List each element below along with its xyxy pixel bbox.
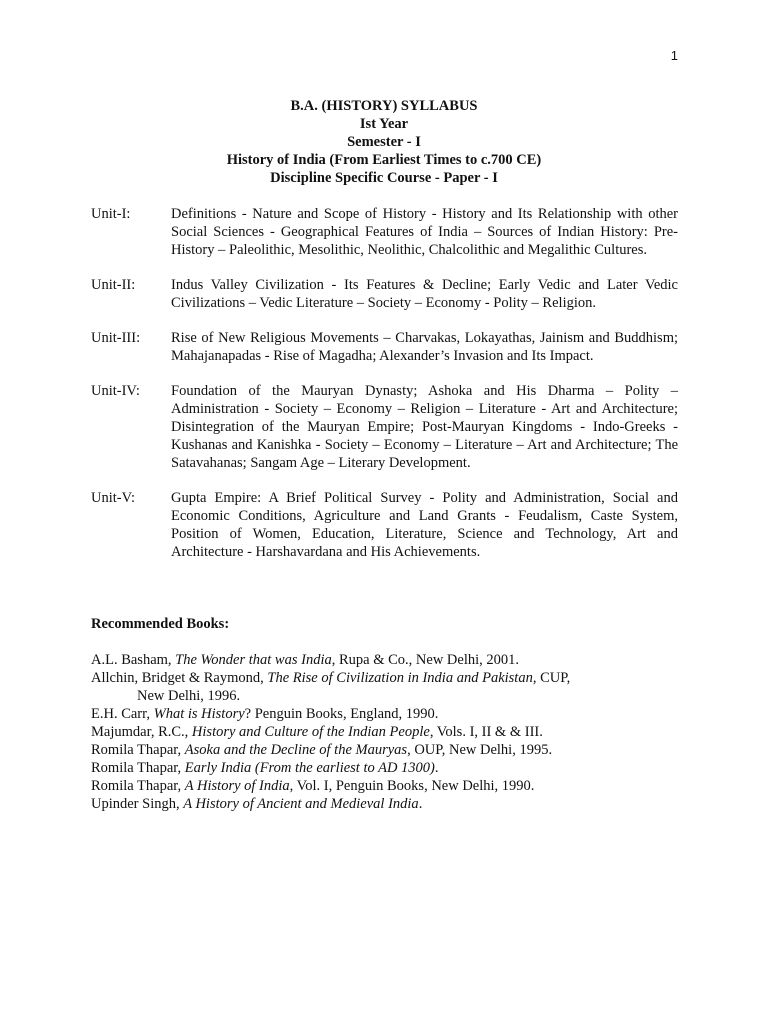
unit-description: Foundation of the Mauryan Dynasty; Ashoka and His Dharma – Polity – Administration - Society – Economy – Religion – Literature - Art and Architecture; Disintegration of the Mauryan Empire; Post-Mauryan Kingdoms - Indo-Greeks - Kushanas and Kanishka - Society – Economy – Literature – Art and Architecture; The Satavahanas; Sangam Age – Literary Development. [171, 383, 678, 471]
unit-5 [91, 489, 678, 561]
book-title: The Rise of Civilization in India and Pakistan [267, 670, 533, 686]
book-author: Majumdar, R.C., [91, 724, 192, 740]
unit-3 [91, 329, 678, 365]
header-course-title: History of India (From Earliest Times to c.700 CE) [226, 152, 542, 168]
units-list [91, 205, 678, 578]
unit-label: Unit-IV: [91, 383, 140, 399]
book-details: . [418, 796, 423, 812]
unit-label: Unit-II: [91, 277, 136, 293]
book-entry [91, 795, 691, 813]
header-year: Ist Year [359, 116, 409, 132]
book-entry [91, 705, 691, 723]
book-details: , OUP, New Delhi, 1995. [407, 742, 553, 758]
book-author: Upinder Singh, [91, 796, 184, 812]
unit-label: Unit-III: [91, 330, 141, 346]
book-details: , Vol. I, Penguin Books, New Delhi, 1990. [289, 778, 535, 794]
book-title: The Wonder that was India [175, 652, 332, 668]
unit-description: Rise of New Religious Movements – Charvakas, Lokayathas, Jainism and Buddhism; Mahajanapadas - Rise of Magadha; Alexander’s Invasion and Its Impact. [171, 330, 678, 364]
book-title: Asoka and the Decline of the Mauryas [184, 742, 408, 758]
book-details-continued: New Delhi, 1996. [137, 688, 241, 704]
header-semester: Semester - I [347, 134, 421, 150]
book-title: History and Culture of the Indian People [191, 724, 430, 740]
book-details: . [434, 760, 439, 776]
page-number: 1 [670, 48, 678, 63]
book-details: , Vols. I, II & & III. [429, 724, 543, 740]
book-title: What is History [153, 706, 245, 722]
book-author: Allchin, Bridget & Raymond, [91, 670, 268, 686]
book-entry [91, 723, 691, 741]
unit-description: Indus Valley Civilization - Its Features & Decline; Early Vedic and Later Vedic Civilizations – Vedic Literature – Society – Economy - Polity – Religion. [171, 277, 678, 311]
book-entry [91, 651, 691, 669]
header-paper: Discipline Specific Course - Paper - I [270, 170, 498, 186]
book-title: Early India (From the earliest to AD 1300) [184, 760, 435, 776]
unit-2 [91, 276, 678, 312]
book-author: Romila Thapar, [91, 778, 185, 794]
unit-4 [91, 382, 678, 472]
book-author: Romila Thapar, [91, 760, 185, 776]
unit-1 [91, 205, 678, 259]
book-details: , Rupa & Co., New Delhi, 2001. [331, 652, 520, 668]
unit-description: Gupta Empire: A Brief Political Survey - Polity and Administration, Social and Economic Conditions, Agriculture and Land Grants - Feudalism, Caste System, Position of Women, Education, Literature, Science and Technology, Art and Architecture - Harshavardana and His Achievements. [171, 490, 678, 560]
book-entry [91, 777, 691, 795]
syllabus-header [0, 97, 768, 187]
recommended-books-list [91, 651, 691, 813]
unit-description: Definitions - Nature and Scope of History - History and Its Relationship with other Social Sciences - Geographical Features of India – Sources of Indian History: Pre-History – Paleolithic, Mesolithic, Neolithic, Chalcolithic and Megalithic Cultures. [171, 206, 678, 258]
book-author: Romila Thapar, [91, 742, 185, 758]
book-author: E.H. Carr, [91, 706, 154, 722]
book-details: ? Penguin Books, England, 1990. [244, 706, 439, 722]
book-entry [91, 759, 691, 777]
unit-label: Unit-V: [91, 490, 136, 506]
book-title: A History of India [184, 778, 290, 794]
book-author: A.L. Basham, [91, 652, 176, 668]
book-entry [91, 741, 691, 759]
book-entry [91, 669, 691, 705]
book-title: A History of Ancient and Medieval India [183, 796, 419, 812]
recommended-books-heading: Recommended Books: [91, 616, 230, 632]
book-details: , CUP, [532, 670, 571, 686]
unit-label: Unit-I: [91, 206, 131, 222]
header-title: B.A. (HISTORY) SYLLABUS [290, 98, 478, 114]
